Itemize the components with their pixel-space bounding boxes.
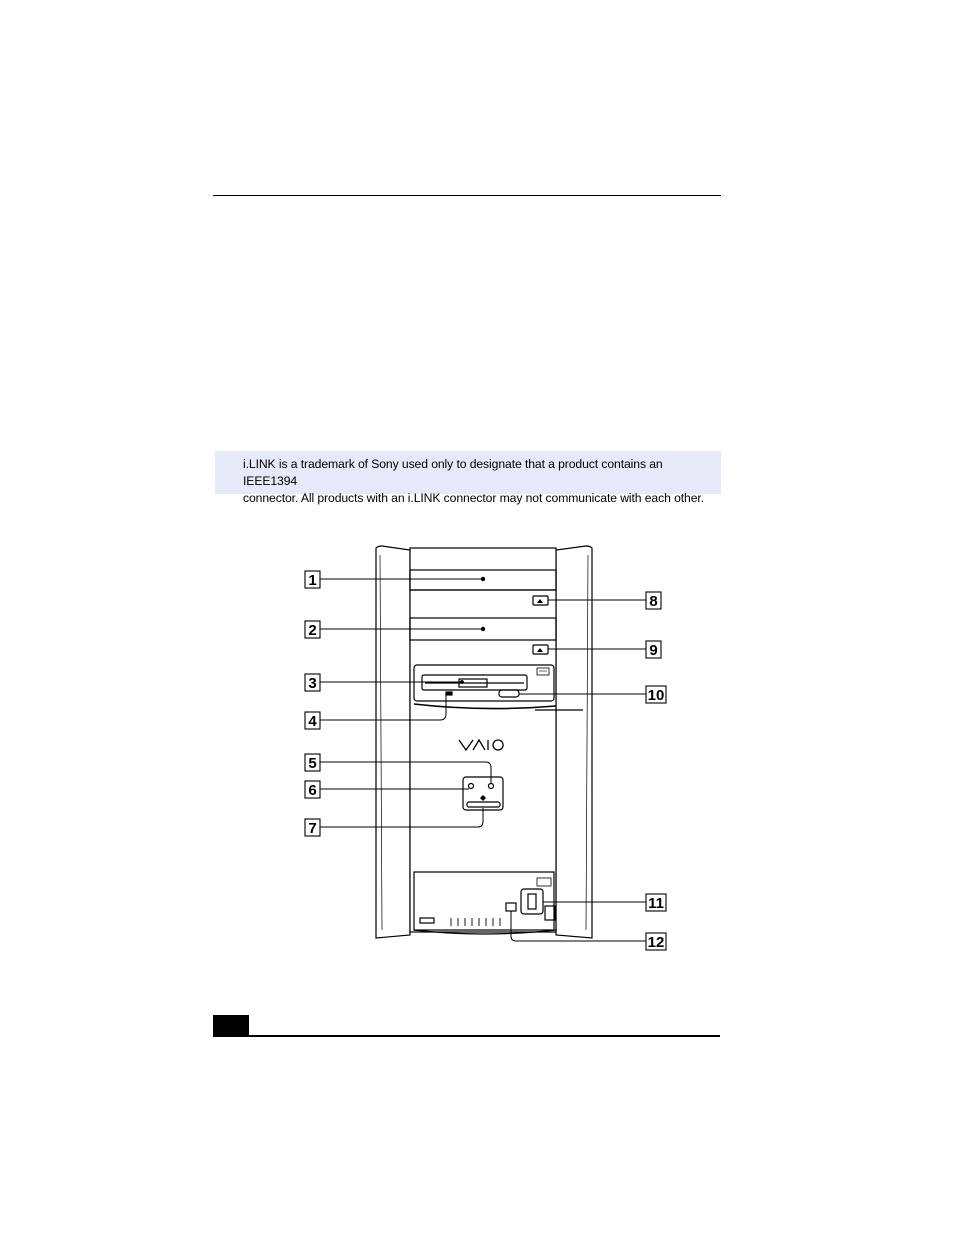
callout-5: 5 — [308, 755, 317, 772]
callout-3: 3 — [308, 675, 317, 692]
callout-6: 6 — [308, 782, 317, 799]
page-number-tab — [213, 1015, 249, 1037]
note-line-2: connector. All products with an i.LINK connector may not communicate with each other. — [243, 491, 704, 505]
callout-12: 12 — [647, 934, 665, 951]
callout-1: 1 — [308, 572, 317, 589]
callout-8: 8 — [649, 593, 658, 610]
callout-2: 2 — [308, 622, 317, 639]
callout-7: 7 — [308, 820, 317, 837]
callout-4: 4 — [308, 713, 317, 730]
footer-rule — [213, 1035, 720, 1037]
callout-11: 11 — [648, 895, 664, 912]
callout-9: 9 — [649, 642, 658, 659]
callout-10: 10 — [647, 687, 665, 704]
note-line-1: i.LINK is a trademark of Sony used only to designate that a product contains an IEEE1394 — [243, 457, 663, 488]
